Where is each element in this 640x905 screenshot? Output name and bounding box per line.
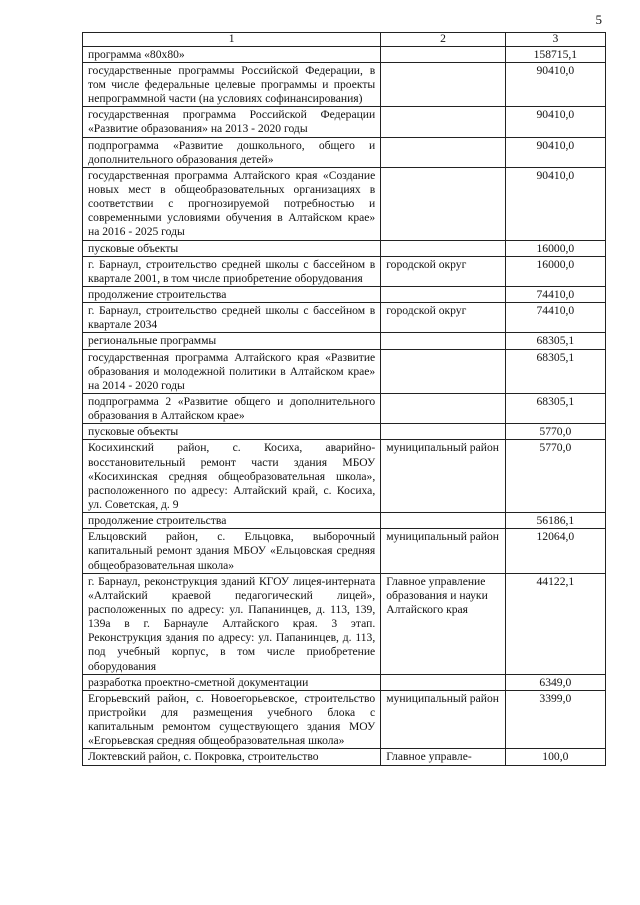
cell-recipient: [381, 107, 505, 137]
table-row: [83, 287, 606, 303]
table-row: [83, 107, 606, 137]
cell-name: государственные программы Российской Федерации, в том числе федеральные целевые программы и проекты непрограммной части (на условиях софинансирования): [83, 62, 381, 106]
table-row: [83, 303, 606, 333]
table-row: [83, 349, 606, 393]
cell-recipient: [381, 62, 505, 106]
cell-recipient: [381, 333, 505, 349]
table-row: [83, 137, 606, 167]
cell-name: пусковые объекты: [83, 424, 381, 440]
cell-amount: 90410,0: [505, 107, 605, 137]
table-header-row: [83, 33, 606, 47]
cell-amount: 90410,0: [505, 137, 605, 167]
cell-name: продолжение строительства: [83, 287, 381, 303]
cell-name: государственная программа Алтайского края «Развитие образования и молодежной политики в Алтайском крае» на 2014 - 2020 годы: [83, 349, 381, 393]
cell-recipient: муниципальный район: [381, 440, 505, 513]
cell-name: Ельцовский район, с. Ельцовка, выборочный капитальный ремонт здания МБОУ «Ельцовская средняя общеобразовательная школа»: [83, 529, 381, 573]
cell-name: государственная программа Алтайского края «Создание новых мест в общеобразовательных организациях в соответствии с прогнозируемой потребностью и современными условиями обучения в Алтайском крае» на 2016 - 2025 годы: [83, 167, 381, 240]
header-col-2: 2: [381, 33, 505, 47]
cell-amount: 5770,0: [505, 424, 605, 440]
header-col-3: 3: [505, 33, 605, 47]
cell-name: г. Барнаул, строительство средней школы с бассейном в квартале 2001, в том числе приобретение оборудования: [83, 256, 381, 286]
cell-recipient: [381, 513, 505, 529]
cell-amount: 5770,0: [505, 440, 605, 513]
cell-amount: 158715,1: [505, 46, 605, 62]
table-row: [83, 513, 606, 529]
cell-name: подпрограмма 2 «Развитие общего и дополнительного образования в Алтайском крае»: [83, 393, 381, 423]
cell-name: Локтевский район, с. Покровка, строительство: [83, 749, 381, 765]
cell-amount: 12064,0: [505, 529, 605, 573]
cell-recipient: Главное управление образования и науки Алтайского края: [381, 573, 505, 674]
page-number: 5: [595, 12, 602, 27]
table-row: [83, 393, 606, 423]
cell-recipient: городской округ: [381, 303, 505, 333]
table-row: [83, 256, 606, 286]
cell-recipient: [381, 287, 505, 303]
cell-recipient: Главное управле-: [381, 749, 505, 765]
cell-name: Косихинский район, с. Косиха, аварийно-восстановительный ремонт части здания МБОУ «Косихинская средняя общеобразовательная школа», расположенного по адресу: Алтайский край, с. Косиха, ул. Советская, д. 9: [83, 440, 381, 513]
cell-amount: 90410,0: [505, 167, 605, 240]
cell-recipient: [381, 240, 505, 256]
cell-amount: 3399,0: [505, 690, 605, 749]
cell-recipient: муниципальный район: [381, 529, 505, 573]
budget-table: [82, 32, 606, 766]
cell-recipient: муниципальный район: [381, 690, 505, 749]
cell-name: региональные программы: [83, 333, 381, 349]
table-row: [83, 573, 606, 674]
cell-recipient: [381, 137, 505, 167]
cell-name: государственная программа Российской Федерации «Развитие образования» на 2013 - 2020 годы: [83, 107, 381, 137]
cell-amount: 90410,0: [505, 62, 605, 106]
table-row: [83, 749, 606, 765]
table-row: [83, 333, 606, 349]
cell-recipient: городской округ: [381, 256, 505, 286]
cell-amount: 68305,1: [505, 333, 605, 349]
cell-name: пусковые объекты: [83, 240, 381, 256]
table-row: [83, 529, 606, 573]
cell-recipient: [381, 46, 505, 62]
table-row: [83, 167, 606, 240]
cell-name: Егорьевский район, с. Новоегорьевское, строительство пристройки для размещения учебного блока с капитальным ремонтом существующего здания МОУ «Егорьевская средняя общеобразовательная школа»: [83, 690, 381, 749]
cell-amount: 16000,0: [505, 240, 605, 256]
cell-recipient: [381, 424, 505, 440]
cell-recipient: [381, 349, 505, 393]
table-row: [83, 62, 606, 106]
cell-name: подпрограмма «Развитие дошкольного, общего и дополнительного образования детей»: [83, 137, 381, 167]
cell-amount: 56186,1: [505, 513, 605, 529]
cell-name: разработка проектно-сметной документации: [83, 674, 381, 690]
cell-amount: 68305,1: [505, 349, 605, 393]
cell-amount: 74410,0: [505, 287, 605, 303]
table-row: [83, 674, 606, 690]
table-row: [83, 46, 606, 62]
cell-amount: 100,0: [505, 749, 605, 765]
cell-amount: 68305,1: [505, 393, 605, 423]
table-row: [83, 440, 606, 513]
cell-recipient: [381, 674, 505, 690]
cell-recipient: [381, 393, 505, 423]
cell-amount: 6349,0: [505, 674, 605, 690]
cell-name: г. Барнаул, строительство средней школы с бассейном в квартале 2034: [83, 303, 381, 333]
cell-name: г. Барнаул, реконструкция зданий КГОУ лицея-интерната «Алтайский краевой педагогический лицей», расположенных по адресу: ул. Папанинцев, д. 113, 139, 139а в г. Барнауле Алтайского края. 3 этап. Реконструкция здания по адресу: ул. Папанинцев, д. 113, под учебный корпус, в том числе приобретение оборудования: [83, 573, 381, 674]
cell-name: программа «80х80»: [83, 46, 381, 62]
cell-amount: 16000,0: [505, 256, 605, 286]
table-row: [83, 690, 606, 749]
table-row: [83, 424, 606, 440]
cell-amount: 74410,0: [505, 303, 605, 333]
cell-name: продолжение строительства: [83, 513, 381, 529]
header-col-1: 1: [83, 33, 381, 47]
table-row: [83, 240, 606, 256]
cell-recipient: [381, 167, 505, 240]
cell-amount: 44122,1: [505, 573, 605, 674]
